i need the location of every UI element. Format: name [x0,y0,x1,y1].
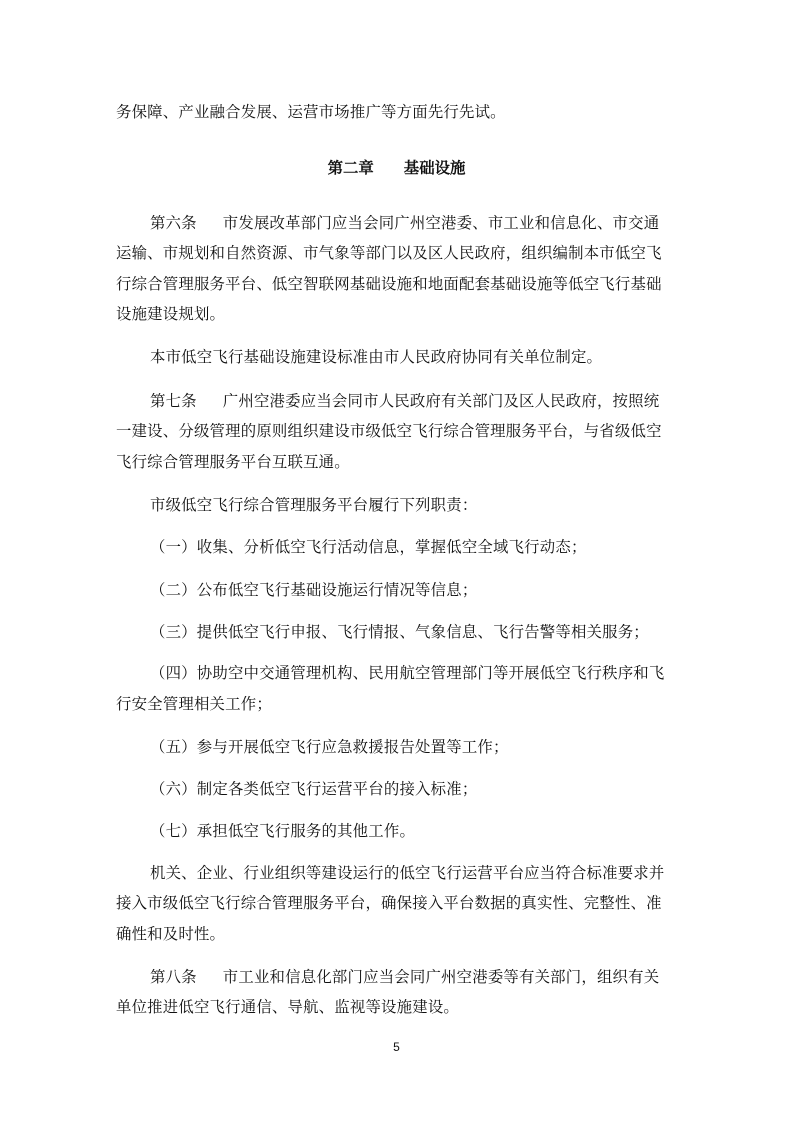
chapter-heading [0,158,793,178]
article-6-line-4: 设施建设规划。 [116,305,226,323]
duty-item-2: （二）公布低空飞行基础设施运行情况等信息； [150,581,478,599]
article-8-label: 第八条 [150,968,197,986]
carryover-paragraph: 务保障、产业融合发展、运营市场推广等方面先行先试。 [116,103,506,121]
standard-paragraph: 本市低空飞行基础设施建设标准由市人民政府协同有关单位制定。 [150,348,603,366]
access-line-3: 确性和及时性。 [116,925,226,943]
chapter-number: 第二章 [327,159,374,177]
article-6-label: 第六条 [150,214,197,232]
article-8-line-2: 单位推进低空飞行通信、导航、监视等设施建设。 [116,998,459,1016]
article-8-line-1: 第八条 市工业和信息化部门应当会同广州空港委等有关部门，组织有关 [150,968,660,986]
duty-item-4-line-1: （四）协助空中交通管理机构、民用航空管理部门等开展低空飞行秩序和飞 [150,664,665,682]
article-7-line-2: 一建设、分级管理的原则组织建设市级低空飞行综合管理服务平台，与省级低空 [116,422,662,440]
article-7-line-3: 飞行综合管理服务平台互联互通。 [116,453,350,471]
duty-item-6: （六）制定各类低空飞行运营平台的接入标准； [150,780,478,798]
article-6-line-1: 第六条 市发展改革部门应当会同广州空港委、市工业和信息化、市交通 [150,214,660,232]
duty-item-3: （三）提供低空飞行申报、飞行情报、气象信息、飞行告警等相关服务； [150,623,649,641]
access-line-2: 接入市级低空飞行综合管理服务平台，确保接入平台数据的真实性、完整性、准 [116,894,662,912]
article-6-line-2: 运输、市规划和自然资源、市气象等部门以及区人民政府，组织编制本市低空飞 [116,244,662,262]
chapter-title: 基础设施 [403,159,466,177]
access-line-1: 机关、企业、行业组织等建设运行的低空飞行运营平台应当符合标准要求并 [150,864,665,882]
page-number: 5 [393,1040,400,1054]
duty-item-1: （一）收集、分析低空飞行活动信息，掌握低空全域飞行动态； [150,538,587,556]
duty-item-5: （五）参与开展低空飞行应急救援报告处置等工作； [150,738,509,756]
article-6-line-3: 行综合管理服务平台、低空智联网基础设施和地面配套基础设施等低空飞行基础 [116,275,662,293]
article-7-line-1: 第七条 广州空港委应当会同市人民政府有关部门及区人民政府，按照统 [150,392,660,410]
article-7-label: 第七条 [150,392,197,410]
duties-paragraph: 市级低空飞行综合管理服务平台履行下列职责： [150,496,478,514]
duty-item-4-line-2: 行安全管理相关工作； [116,695,272,713]
duty-item-7: （七）承担低空飞行服务的其他工作。 [150,822,416,840]
